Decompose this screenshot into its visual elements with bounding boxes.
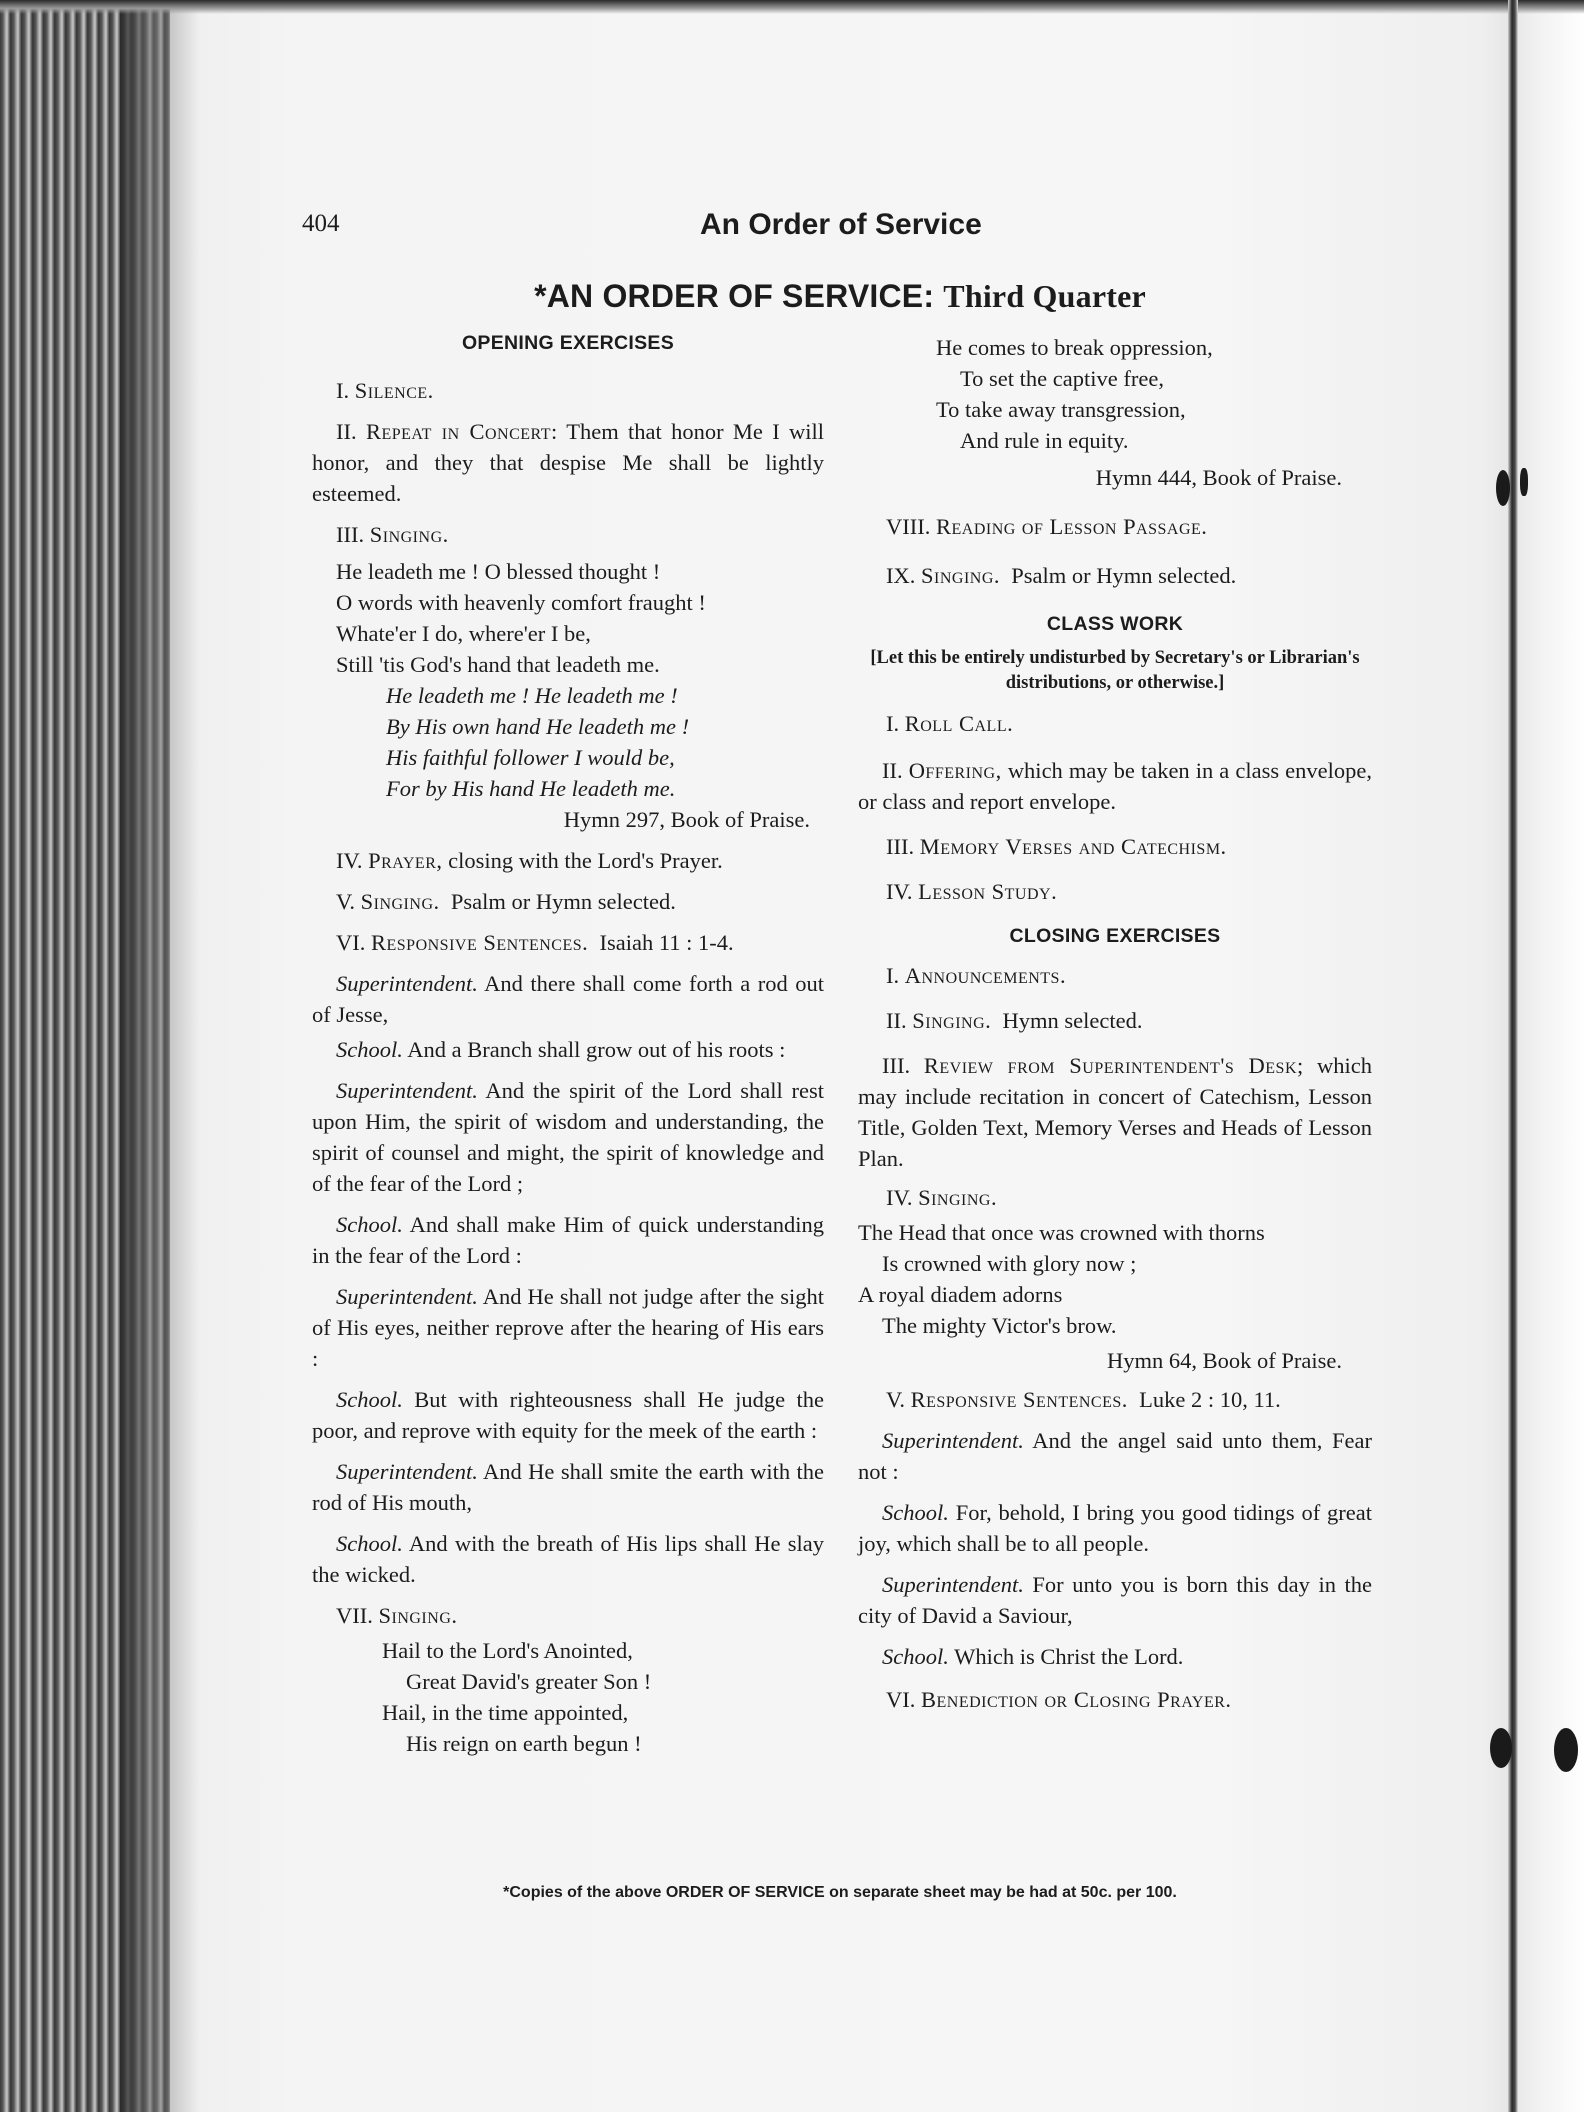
- closing-exercises-heading: CLOSING EXERCISES: [1009, 925, 1221, 947]
- opening-exercises-heading: OPENING EXERCISES: [461, 332, 675, 354]
- title-sub: Third Quarter: [943, 278, 1146, 314]
- responsive-sentence: School. But with righteousness shall He judge the poor, and reprove with equity for the meek of the earth :: [312, 1387, 825, 1443]
- responsive-sentence: Superintendent. For unto you is born this day in the city of David a Saviour,: [858, 1572, 1372, 1628]
- page-number: 404: [302, 210, 340, 237]
- responsive-sentence: Superintendent. And He shall not judge after the sight of His eyes, neither reprove after the hearing of His ears :: [312, 1284, 824, 1371]
- footnote: *Copies of the above ORDER OF SERVICE on separate sheet may be had at 50c. per 100.: [503, 1884, 1177, 1901]
- closing-item-5: V. Responsive Sentences. Luke 2 : 10, 11.: [886, 1387, 1281, 1412]
- hymn-444-verse-part-1: Hail to the Lord's Anointed, Great David's greater Son ! Hail, in the time appointed, His reign on earth begun !: [382, 1638, 652, 1756]
- opening-item-5: V. Singing. Psalm or Hymn selected.: [336, 889, 676, 914]
- hymn-297-verse: He leadeth me ! O blessed thought ! O words with heavenly comfort fraught ! Whate'er I do, where'er I be, Still 'tis God's hand that leadeth me. He leadeth me ! He leadeth me ! By His own hand He leadeth me ! His faithful follower I would be, For by His hand He leadeth me.: [336, 559, 706, 801]
- hymn-444-verse-part-2: He comes to break oppression, To set the captive free, To take away transgression, And rule in equity.: [936, 335, 1213, 453]
- closing-item-6: VI. Benediction or Closing Prayer.: [886, 1687, 1232, 1712]
- opening-item-4: IV. Prayer, closing with the Lord's Prayer.: [336, 848, 723, 873]
- responsive-sentence: School. And a Branch shall grow out of his roots :: [336, 1037, 786, 1062]
- class-work-item-2: II. Offering, which may be taken in a class envelope, or class and report envelope.: [858, 758, 1372, 814]
- hymn-444-reference: Hymn 444, Book of Praise.: [1095, 465, 1342, 490]
- closing-item-1: I. Announcements.: [886, 963, 1067, 988]
- opening-item-9: IX. Singing. Psalm or Hymn selected.: [886, 563, 1237, 588]
- running-title: An Order of Service: [700, 208, 982, 241]
- right-column: [858, 332, 1372, 1715]
- opening-item-7: VII. Singing.: [336, 1603, 458, 1628]
- class-work-item-4: IV. Lesson Study.: [886, 879, 1058, 904]
- hymn-64-reference: Hymn 64, Book of Praise.: [1107, 1348, 1342, 1373]
- class-work-item-3: III. Memory Verses and Catechism.: [886, 834, 1227, 859]
- closing-item-2: II. Singing. Hymn selected.: [886, 1008, 1143, 1033]
- responsive-sentence: Superintendent. And the angel said unto them, Fear not :: [858, 1428, 1372, 1484]
- responsive-sentence: School. For, behold, I bring you good tidings of great joy, which shall be to all people.: [858, 1500, 1372, 1556]
- opening-item-6: VI. Responsive Sentences. Isaiah 11 : 1-4.: [336, 930, 734, 955]
- class-work-heading: CLASS WORK: [1046, 613, 1184, 635]
- class-work-item-1: I. Roll Call.: [886, 711, 1014, 736]
- class-work-note: [Let this be entirely undisturbed by Secretary's or Librarian's distributions, or otherwise.]: [870, 648, 1360, 693]
- closing-item-4: IV. Singing.: [886, 1185, 998, 1210]
- closing-item-3: III. Review from Superintendent's Desk; which may include recitation in concert of Catechism, Lesson Title, Golden Text, Memory Verses and Heads of Lesson Plan.: [858, 1053, 1373, 1171]
- responsive-sentence: School. And shall make Him of quick understanding in the fear of the Lord :: [312, 1212, 824, 1268]
- left-column: [312, 328, 824, 1759]
- responsive-sentence: Superintendent. And there shall come forth a rod out of Jesse,: [312, 971, 824, 1027]
- opening-item-8: VIII. Reading of Lesson Passage.: [886, 514, 1208, 539]
- opening-item-2: II. Repeat in Concert: Them that honor Me I will honor, and they that despise Me shall be lightly esteemed.: [312, 419, 825, 506]
- opening-item-3: III. Singing.: [336, 522, 449, 547]
- responsive-sentence: Superintendent. And He shall smite the earth with the rod of His mouth,: [312, 1459, 825, 1515]
- responsive-sentence: Superintendent. And the spirit of the Lord shall rest upon Him, the spirit of wisdom and understanding, the spirit of counsel and might, the spirit of knowledge and of the fear of the Lord ;: [312, 1078, 824, 1196]
- hymn-64-verse: The Head that once was crowned with thorns Is crowned with glory now ; A royal diadem adorns The mighty Victor's brow.: [858, 1220, 1265, 1338]
- opening-item-1: I. Silence.: [336, 378, 434, 403]
- hymn-297-reference: Hymn 297, Book of Praise.: [563, 807, 810, 832]
- responsive-sentence: School. And with the breath of His lips shall He slay the wicked.: [312, 1531, 825, 1587]
- page-title: [300, 278, 1380, 315]
- title-main: *AN ORDER OF SERVICE:: [534, 278, 935, 314]
- responsive-sentence: School. Which is Christ the Lord.: [882, 1644, 1184, 1669]
